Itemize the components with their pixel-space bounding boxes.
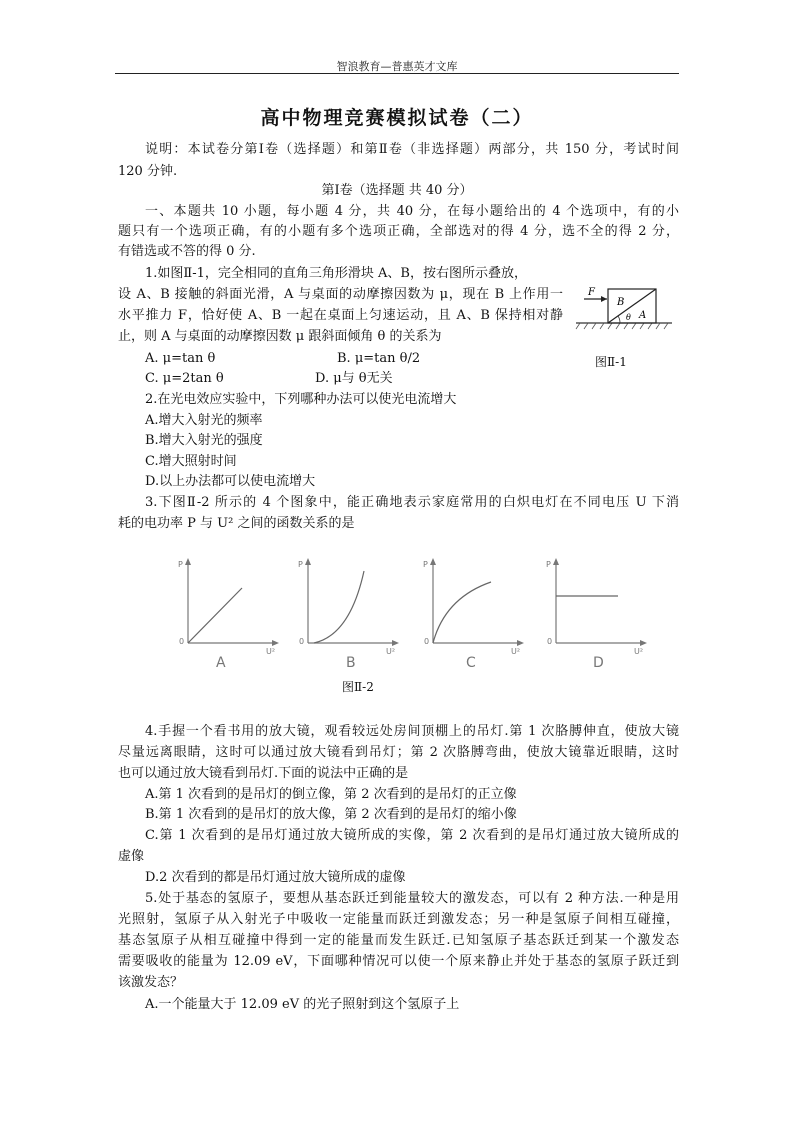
- q1-option-c: C. μ=2tan θ: [145, 371, 224, 386]
- q2-option-b: B.增大入射光的强度: [145, 433, 263, 448]
- intro-line-1: 说明：本试卷分第Ⅰ卷（选择题）和第Ⅱ卷（非选择题）两部分，共 150 分，考试时间: [145, 142, 679, 157]
- q1-option-d: D. μ与 θ无关: [315, 371, 393, 386]
- graph-c-x-label: U²: [511, 647, 521, 656]
- graph-d-origin: 0: [547, 637, 553, 646]
- q3-line-2: 耗的电功率 P 与 U² 之间的函数关系的是: [118, 516, 355, 531]
- instructions-line-1: 一、本题共 10 小题，每小题 4 分，共 40 分，在每小题给出的 4 个选项中，有的小: [145, 204, 679, 219]
- figure-label-a: A: [639, 310, 647, 321]
- q2-option-a: A.增大入射光的频率: [145, 413, 263, 428]
- graph-b: [290, 553, 402, 671]
- q4-option-c-line-1: C.第 1 次看到的是吊灯通过放大镜所成的实像，第 2 次看到的是吊灯通过放大镜所成的: [145, 828, 679, 843]
- q4-option-d: D.2 次看到的都是吊灯通过放大镜所成的虚像: [145, 870, 406, 885]
- q4-line-2: 尽量远离眼睛，这时可以通过放大镜看到吊灯；第 2 次胳膊弯曲，使放大镜靠近眼睛，这时: [118, 745, 679, 760]
- graph-c: [415, 553, 527, 671]
- figure-label-f: F: [588, 287, 595, 298]
- figure-ii-1: [574, 283, 674, 333]
- q5-line-2: 光照射，氢原子从入射光子中吸收一定能量而跃迁到激发态；另一种是氢原子间相互碰撞，: [118, 912, 679, 927]
- graph-d: [538, 553, 650, 671]
- graph-d-letter: D: [593, 655, 604, 671]
- q5-line-3: 基态氢原子从相互碰撞中得到一定的能量而发生跃迁.已知氢原子基态跃迁到某一个激发态: [118, 933, 679, 948]
- graph-c-origin: 0: [424, 637, 430, 646]
- q4-option-b: B.第 1 次看到的是吊灯的放大像，第 2 次看到的是吊灯的缩小像: [145, 807, 517, 822]
- graph-a-x-label: U²: [266, 647, 276, 656]
- q2-stem: 2.在光电效应实验中，下列哪种办法可以使光电流增大: [145, 392, 457, 407]
- header-divider: [115, 73, 679, 74]
- page-title: 高中物理竞赛模拟试卷（二）: [260, 107, 534, 129]
- q1-option-b: B. μ=tan θ/2: [337, 351, 421, 366]
- instructions-line-3: 有错选或不答的得 0 分.: [118, 244, 256, 259]
- graph-c-y-label: P: [423, 560, 428, 569]
- graph-a-letter: A: [216, 655, 226, 671]
- q1-line-4: 止，则 A 与桌面的动摩擦因数 μ 跟斜面倾角 θ 的关系为: [118, 329, 442, 344]
- q5-option-a: A.一个能量大于 12.09 eV 的光子照射到这个氢原子上: [145, 997, 460, 1012]
- graph-a-y-label: P: [178, 560, 183, 569]
- graph-c-letter: C: [466, 655, 476, 671]
- graph-a: [170, 553, 282, 671]
- graph-b-origin: 0: [299, 637, 305, 646]
- page-header: 智浪教育—普惠英才文库: [336, 60, 458, 73]
- graph-d-y-label: P: [546, 560, 551, 569]
- q1-option-a: A. μ=tan θ: [145, 351, 216, 366]
- q4-line-1: 4.手握一个看书用的放大镜，观看较远处房间顶棚上的吊灯.第 1 次胳膊伸直，使放大镜: [145, 724, 679, 739]
- q4-option-a: A.第 1 次看到的是吊灯的倒立像，第 2 次看到的是吊灯的正立像: [145, 787, 517, 802]
- graph-b-letter: B: [346, 655, 356, 671]
- q1-line-3: 水平推力 F，恰好使 A、B 一起在桌面上匀速运动，且 A、B 保持相对静: [118, 308, 563, 323]
- graph-d-x-label: U²: [634, 647, 644, 656]
- graph-a-origin: 0: [179, 637, 185, 646]
- instructions-line-2: 题只有一个选项正确，有的小题有多个选项正确，全部选对的得 4 分，选不全的得 2 分，: [118, 224, 679, 239]
- section-heading: 第Ⅰ卷（选择题 共 40 分）: [321, 183, 473, 198]
- q5-line-1: 5.处于基态的氢原子，要想从基态跃迁到能量较大的激发态，可以有 2 种方法.一种是用: [145, 891, 679, 906]
- q3-line-1: 3.下图Ⅱ-2 所示的 4 个图象中，能正确地表示家庭常用的白炽电灯在不同电压 U 下消: [145, 495, 679, 510]
- graph-a-curve: [188, 588, 242, 643]
- q1-line-2: 设 A、B 接触的斜面光滑，A 与桌面的动摩擦因数为 μ，现在 B 上作用一: [118, 287, 563, 302]
- q5-line-4: 需要吸收的能量为 12.09 eV，下面哪种情况可以使一个原来静止并处于基态的氢原子跃迁到: [118, 954, 679, 969]
- graph-b-x-label: U²: [386, 647, 396, 656]
- q2-option-d: D.以上办法都可以使电流增大: [145, 474, 316, 489]
- q5-line-5: 该激发态？: [118, 975, 184, 990]
- graph-b-y-label: P: [298, 560, 303, 569]
- graph-c-curve: [433, 582, 491, 643]
- figure-ii-2-caption: 图Ⅱ-2: [342, 680, 374, 694]
- figure-label-theta: θ: [626, 313, 631, 322]
- graph-b-curve: [314, 571, 364, 643]
- figure-ii-1-caption: 图Ⅱ-1: [595, 355, 627, 369]
- intro-line-2: 120 分钟.: [118, 164, 178, 179]
- q2-option-c: C.增大照射时间: [145, 454, 237, 469]
- figure-label-b: B: [617, 297, 625, 308]
- q4-line-3: 也可以通过放大镜看到吊灯.下面的说法中正确的是: [118, 766, 409, 781]
- q1-line-1: 1.如图Ⅱ-1，完全相同的直角三角形滑块 A、B，按右图所示叠放，: [145, 266, 527, 281]
- q4-option-c-line-2: 虚像: [118, 849, 145, 864]
